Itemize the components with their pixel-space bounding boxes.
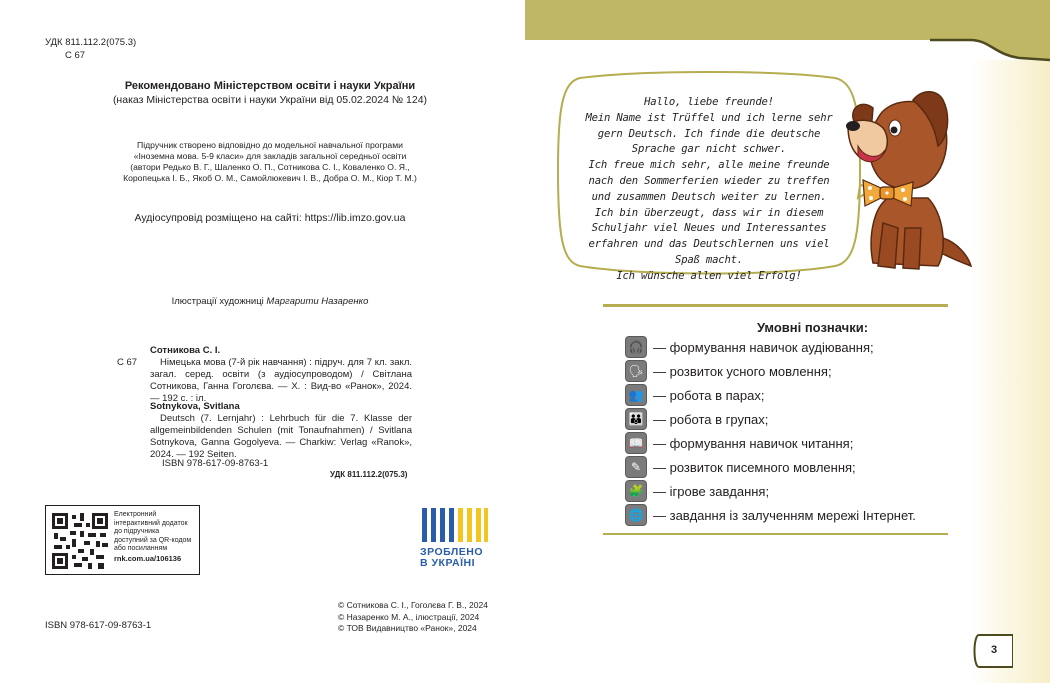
copyright-line: © Назаренко М. А., ілюстрації, 2024: [338, 611, 480, 622]
legend-text: — формування навичок аудіювання;: [653, 339, 874, 355]
copyright-block: [338, 600, 488, 635]
isbn-footer: ISBN 978-617-09-8763-1: [45, 620, 152, 631]
bubble-line: Schuljahr viel Neues und Interessantes: [591, 222, 827, 235]
qr-code-icon[interactable]: [52, 513, 108, 569]
headphones-icon: 🎧: [625, 336, 647, 358]
bubble-line: Hallo, liebe freunde!: [644, 96, 774, 108]
legend-title: Умовні позначки:: [756, 320, 869, 335]
legend-text: — розвиток усного мовлення;: [653, 363, 832, 379]
dog-illustration: [843, 88, 978, 273]
group-work-icon: 👪: [625, 408, 647, 430]
recommendation-order: (наказ Міністерства освіти і науки України від 05.02.2024 № 124): [112, 94, 428, 106]
bubble-line: erfahren und das Deutschlernen uns viel: [588, 238, 830, 251]
illustrations-label: Ілюстрації художниці: [171, 296, 267, 307]
biblio-code: С 67: [117, 357, 138, 368]
legend-text: — робота в групах;: [653, 411, 769, 427]
program-note-line: Підручник створено відповідно до модельної навчальної програми: [137, 140, 403, 150]
bubble-line: gern Deutsch. Ich finde die deutsche: [597, 127, 821, 140]
qr-note-line: інтерактивний додаток: [114, 519, 188, 527]
made-in-ukraine-line2: В УКРАЇНІ: [420, 557, 476, 569]
bubble-line: Ich bin überzeugt, dass wir in diesem: [594, 206, 824, 219]
bubble-line: Sprache gar nicht schwer.: [631, 143, 787, 156]
ukraine-flag-bars-icon: [420, 508, 488, 542]
qr-note-line: або посиланням: [114, 545, 168, 553]
legend-item-speaking: [625, 360, 832, 382]
legend-text: — завдання із залученням мережі Інтернет.: [653, 507, 916, 523]
legend-item-internet: [625, 504, 916, 526]
program-note-line: (автори Редько В. Г., Шаленко О. П., Сотникова С. І., Коваленко О. Я.,: [130, 162, 410, 172]
bubble-line: und zusammen Deutsch weiter zu lernen.: [591, 190, 827, 203]
program-note-line: «Іноземна мова. 5-9 класи» для закладів загальної середньої освіти: [133, 151, 407, 161]
legend-item-reading: [625, 432, 853, 454]
legend-item-writing: [625, 456, 856, 478]
page-number: 3: [991, 644, 998, 656]
bubble-text: [575, 95, 843, 285]
qr-link[interactable]: rnk.com.ua/106136: [114, 553, 182, 563]
biblio-udc: УДК 811.112.2(075.3): [330, 470, 408, 479]
legend-bottom-rule: [603, 533, 948, 535]
pair-work-icon: 👥: [625, 384, 647, 406]
bubble-line: Ich freue mich sehr, alle meine freunde: [588, 159, 830, 172]
globe-icon: 🌐: [625, 504, 647, 526]
qr-note-line: доступний за QR-кодом: [114, 536, 192, 544]
bubble-line: Spaß macht.: [675, 253, 743, 266]
qr-box: [45, 505, 200, 575]
catalog-code: С 67: [65, 50, 86, 61]
right-page: [525, 0, 1050, 683]
illustrator-name: Маргарити Назаренко: [266, 296, 369, 307]
legend-text: — ігрове завдання;: [653, 483, 770, 499]
legend-top-rule: [603, 304, 948, 307]
puzzle-icon: 🧩: [625, 480, 647, 502]
illustrations-credit: [85, 296, 455, 307]
copyright-line: © ТОВ Видавництво «Ранок», 2024: [338, 623, 477, 633]
legend-text: — розвиток писемного мовлення;: [653, 459, 856, 475]
copyright-line: © Сотникова С. І., Гоголєва Г. В., 2024: [338, 600, 488, 610]
legend-item-game: [625, 480, 769, 502]
qr-note: [114, 511, 196, 564]
audio-note: Аудіосупровід розміщено на сайті: https://lib.imzo.gov.ua: [134, 212, 406, 224]
recommendation-title: Рекомендовано Міністерством освіти і науки України: [124, 80, 416, 92]
pencil-icon: ✎: [625, 456, 647, 478]
biblio-description-de: Deutsch (7. Lernjahr) : Lehrbuch für die 7. Klasse der allgemeinbildenden Schulen (mit Tonaufnahmen) / Svitlana Sotnykova, Ganna Gogolyeva. — Charkiw: Verlag «Ranok», 2024. — 192 Seiten.: [150, 413, 412, 460]
biblio-isbn: ISBN 978-617-09-8763-1: [162, 458, 269, 469]
udc-code: УДК 811.112.2(075.3): [45, 37, 137, 48]
bubble-line: Mein Name ist Trüffel und ich lerne sehr: [585, 111, 833, 124]
made-in-ukraine-logo: [420, 508, 490, 569]
biblio-author-ua: Сотникова С. І.: [150, 345, 221, 356]
biblio-description-ua: Німецька мова (7-й рік навчання) : підруч. для 7 кл. закл. загал. серед. освіти (з аудіосупроводом) / Світлана Сотникова, Ганна Гоголєва. — Х. : Вид-во «Ранок», 2024. — 192 с. : іл.: [150, 357, 412, 404]
left-page: [0, 0, 520, 683]
legend-item-group-work: [625, 408, 768, 430]
legend-item-listening: [625, 336, 874, 358]
bubble-line: nach den Sommerferien wieder zu treffen: [588, 174, 830, 187]
legend-text: — робота в парах;: [653, 387, 765, 403]
program-note-line: Коропецька І. Б., Якоб О. М., Самойлюкевич І. В., Добра О. М., Кіор Т. М.): [123, 173, 417, 183]
legend-text: — формування навичок читання;: [653, 435, 854, 451]
book-icon: 📖: [625, 432, 647, 454]
qr-note-line: до підручника: [114, 528, 160, 536]
bubble-line: Ich wünsche allen viel Erfolg!: [616, 269, 802, 282]
qr-note-line: Електронний: [114, 511, 157, 518]
legend-item-pair-work: [625, 384, 764, 406]
program-note: [85, 140, 455, 184]
speaking-icon: 🗣: [625, 360, 647, 382]
biblio-author-de: Sotnykova, Svitlana: [150, 401, 240, 412]
made-in-ukraine-line1: ЗРОБЛЕНО: [420, 546, 484, 558]
